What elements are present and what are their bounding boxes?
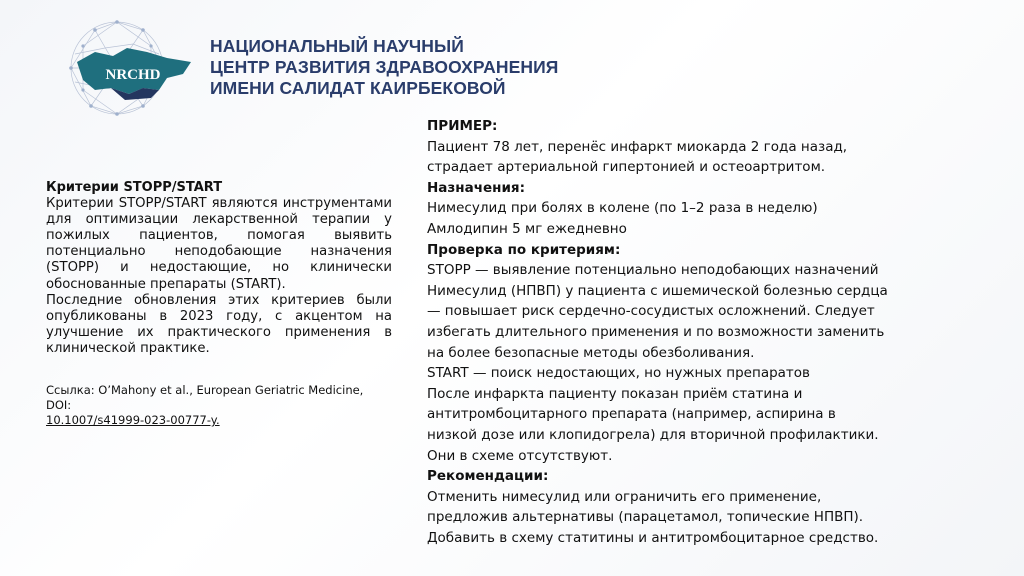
text-line: Амлодипин 5 мг ежедневно (427, 220, 627, 237)
criteria-check-heading: Проверка по критериям: (427, 241, 621, 258)
recommendations-heading: Рекомендации: (427, 468, 549, 485)
text-line: START — поиск недостающих, но нужных препаратов (427, 365, 811, 382)
text-line: на более безопасные методы обезболивания. (427, 344, 755, 361)
text-line: предложив альтернативы (парацетамол, топические НПВП). (427, 509, 864, 526)
stopp-start-description (46, 180, 392, 428)
text-line: Добавить в схему статитины и антитромбоцитарное средство. (427, 529, 879, 546)
org-line: ИМЕНИ САЛИДАТ КАИРБЕКОВОЙ (210, 78, 506, 98)
description-paragraph: Критерии STOPP/START являются инструментами для оптимизации лекарственной терапии у пожилых пациентов, помогая выявить потенциально неподобающие назначения (STOPP) и недостающие, но клинически обоснованные препараты (START). (46, 196, 392, 292)
logo-text: NRCHD (105, 67, 161, 83)
doi-link[interactable]: 10.1007/s41999-023-00777-y. (46, 413, 220, 428)
text-line: антитромбоцитарного препарата (например, аспирина в (427, 406, 836, 423)
example-heading: ПРИМЕР: (427, 118, 498, 134)
text-line: STOPP — выявление потенциально неподобающих назначений (427, 262, 879, 279)
update-paragraph: Последние обновления этих критериев были опубликованы в 2023 году, с акцентом на улучшение их практического применения в клинической практике. (46, 292, 392, 356)
text-line: После инфаркта пациенту показан приём статина и (427, 385, 803, 402)
prescriptions-heading: Назначения: (427, 179, 525, 196)
logo-graphic (55, 18, 200, 118)
text-line: Нимесулид при болях в колене (по 1–2 раза в неделю) (427, 200, 818, 217)
reference (46, 383, 392, 428)
section-title: Критерии STOPP/START (46, 180, 223, 195)
text-line: Пациент 78 лет, перенёс инфаркт миокарда 2 года назад, (427, 138, 848, 155)
nrchd-logo (55, 18, 200, 118)
organization-name (210, 36, 559, 99)
text-line: Нимесулид (НПВП) у пациента с ишемической болезнью сердца (427, 282, 888, 299)
text-line: — повышает риск сердечно-сосудистых осложнений. Следует (427, 303, 875, 320)
text-line: Отменить нимесулид или ограничить его применение, (427, 488, 822, 505)
text-line: страдает артериальной гипертонией и остеоартритом. (427, 159, 826, 176)
org-line: НАЦИОНАЛЬНЫЙ НАУЧНЫЙ (210, 36, 464, 56)
clinical-example (427, 116, 907, 548)
text-line: низкой дозе или клопидогрела) для вторичной профилактики. (427, 426, 879, 443)
text-line: Они в схеме отсутствуют. (427, 447, 613, 464)
text-line: избегать длительного применения и по возможности заменить (427, 323, 885, 340)
reference-prefix: Ссылка: O’Mahony et al., European Geriatric Medicine, DOI: (46, 383, 364, 413)
org-line: ЦЕНТР РАЗВИТИЯ ЗДРАВООХРАНЕНИЯ (210, 57, 559, 77)
